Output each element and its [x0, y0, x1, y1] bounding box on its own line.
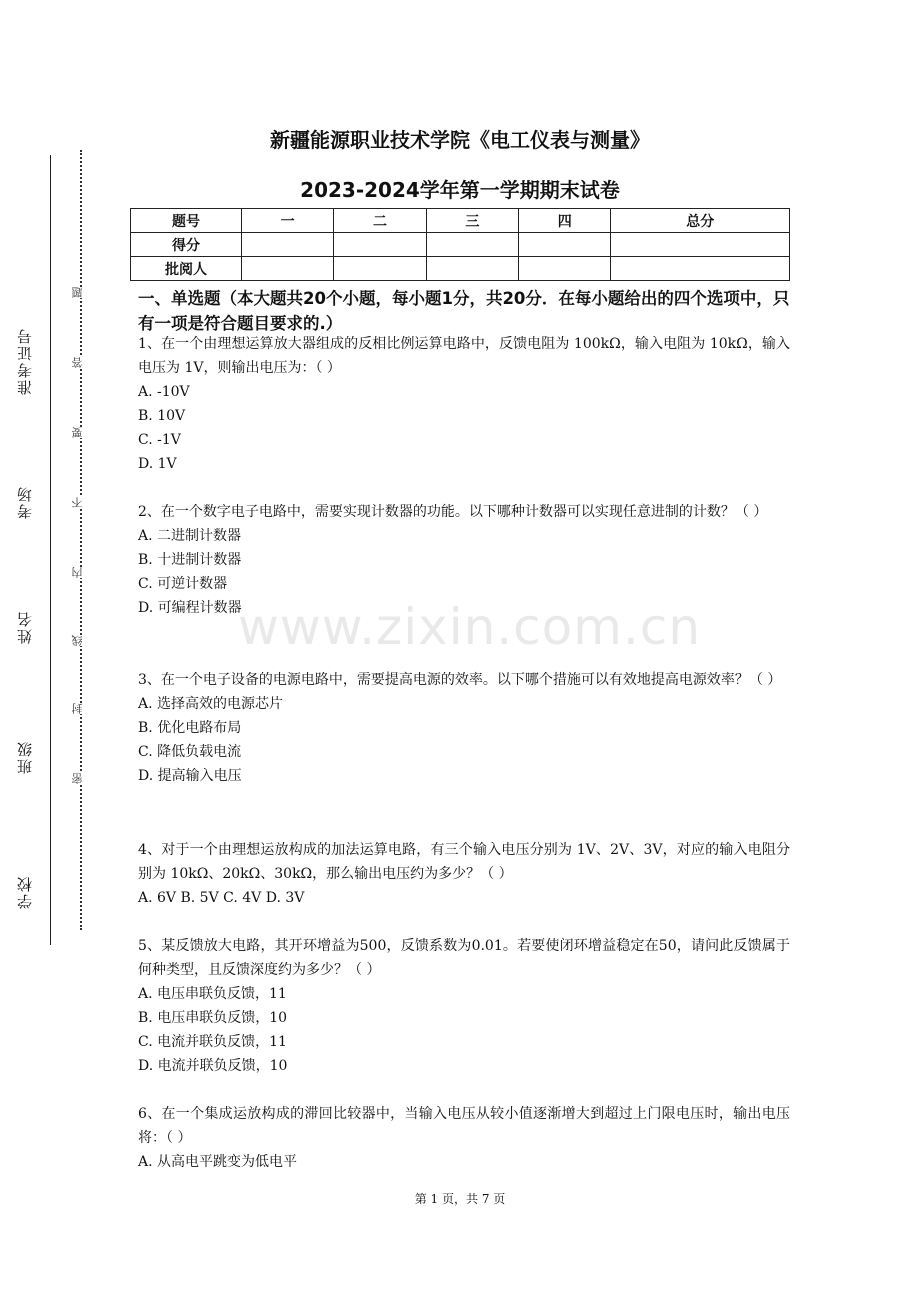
option: A. 二进制计数器: [138, 528, 242, 544]
score-table-header: 二: [334, 209, 426, 233]
binding-solid-line: [50, 155, 51, 945]
admission-number-label: 准考证号: [16, 327, 34, 395]
question-stem: 6、在一个集成运放构成的滞回比较器中，当输入电压从较小值逐渐增大到超过上门限电压时，输出电压将：（ ）: [138, 1106, 790, 1146]
question-6: [138, 1102, 790, 1174]
option: A. -10V: [138, 384, 190, 400]
question-stem: 1、在一个由理想运算放大器组成的反相比例运算电路中，反馈电阻为 100kΩ，输入电阻为 10kΩ，输入电压为 1V，则输出电压为：（ ）: [138, 336, 790, 376]
binding-margin: [14, 155, 84, 945]
reviewer-row: [131, 257, 790, 281]
score-table: [130, 208, 790, 281]
question-stem: 4、对于一个由理想运放构成的加法运算电路，有三个输入电压分别为 1V、2V、3V，对应的输入电阻分别为 10kΩ、20kΩ、30kΩ，那么输出电压约为多少？（ ）: [138, 842, 790, 882]
question-2: [138, 500, 790, 620]
seal-word: 题: [70, 287, 90, 298]
exam-title-line1: 新疆能源职业技术学院《电工仪表与测量》: [270, 128, 650, 152]
watermark: www.zixin.com.cn: [238, 598, 702, 656]
score-table-header: 三: [426, 209, 518, 233]
option: D. 1V: [138, 456, 177, 472]
option: A. 从高电平跳变为低电平: [138, 1154, 298, 1170]
seal-dotted-line: [80, 150, 82, 930]
question-3: [138, 668, 790, 788]
seal-word: 密: [70, 773, 90, 784]
question-4: [138, 838, 790, 910]
option: D. 电流并联负反馈，10: [138, 1058, 288, 1074]
seal-word: 答: [70, 357, 90, 368]
question-stem: 2、在一个数字电子电路中，需要实现计数器的功能。以下哪种计数器可以实现任意进制的计数？（ ）: [138, 504, 768, 520]
score-cell: [519, 233, 611, 257]
reviewer-cell: [242, 257, 334, 281]
option: C. -1V: [138, 432, 181, 448]
score-cell: [426, 233, 518, 257]
option: D. 提高输入电压: [138, 768, 242, 784]
option: B. 10V: [138, 408, 186, 424]
seal-word: 封: [70, 703, 90, 714]
seal-word: 内: [70, 567, 90, 578]
score-row: [131, 233, 790, 257]
exam-title-line2: 2023-2024学年第一学期期末试卷: [300, 178, 620, 202]
score-table-header-row: [131, 209, 790, 233]
score-table-header: 题号: [131, 209, 242, 233]
option: C. 降低负载电流: [138, 744, 242, 760]
score-cell: [334, 233, 426, 257]
option: B. 优化电路布局: [138, 720, 242, 736]
score-table-header: 总分: [611, 209, 790, 233]
section-heading: 一、单选题（本大题共20个小题，每小题1分，共20分．在每小题给出的四个选项中，只有一项是符合题目要求的.）: [138, 289, 790, 333]
page-footer: 第 1 页，共 7 页: [414, 1192, 506, 1206]
reviewer-cell: [426, 257, 518, 281]
option: B. 电压串联负反馈，10: [138, 1010, 288, 1026]
seal-word: 不: [70, 497, 90, 508]
score-cell: [242, 233, 334, 257]
reviewer-cell: [611, 257, 790, 281]
option: B. 十进制计数器: [138, 552, 242, 568]
name-label: 姓名: [16, 610, 34, 644]
option: A. 6V B. 5V C. 4V D. 3V: [138, 890, 305, 906]
class-label: 班级: [16, 740, 34, 774]
score-cell: [611, 233, 790, 257]
question-5: [138, 934, 790, 1078]
score-table-header: 一: [242, 209, 334, 233]
reviewer-cell: [519, 257, 611, 281]
question-stem: 5、某反馈放大电路，其开环增益为500，反馈系数为0.01。若要使闭环增益稳定在50，请问此反馈属于何种类型，且反馈深度约为多少？（ ）: [138, 938, 790, 978]
option: A. 选择高效的电源芯片: [138, 696, 284, 712]
score-table-header: 四: [519, 209, 611, 233]
seal-word: 线: [70, 635, 90, 646]
seal-word: 要: [70, 427, 90, 438]
reviewer-cell: [334, 257, 426, 281]
option: C. 可逆计数器: [138, 576, 228, 592]
reviewer-row-label: 批阅人: [131, 257, 242, 281]
option: C. 电流并联负反馈，11: [138, 1034, 287, 1050]
option: A. 电压串联负反馈，11: [138, 986, 287, 1002]
question-stem: 3、在一个电子设备的电源电路中，需要提高电源的效率。以下哪个措施可以有效地提高电源效率？（ ）: [138, 672, 782, 688]
school-label: 学校: [16, 875, 34, 909]
question-1: [138, 332, 790, 476]
option: D. 可编程计数器: [138, 600, 242, 616]
score-row-label: 得分: [131, 233, 242, 257]
exam-room-label: 考场: [16, 485, 34, 519]
